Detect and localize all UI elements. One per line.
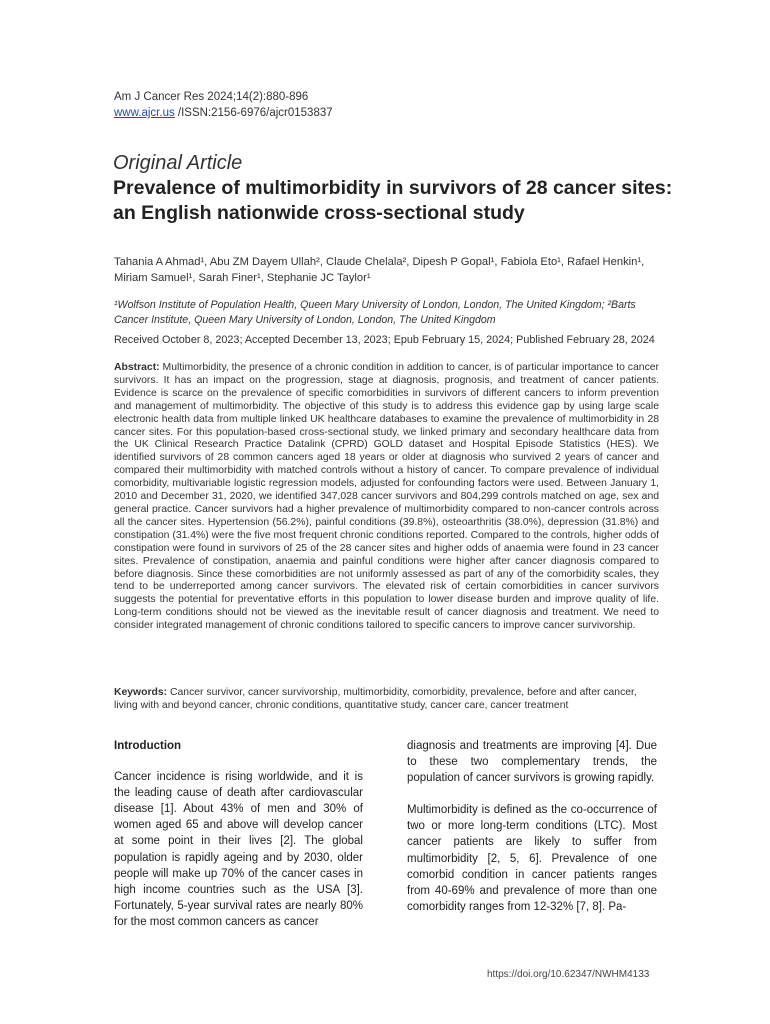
- title-block: [113, 150, 673, 226]
- journal-citation: Am J Cancer Res 2024;14(2):880-896: [114, 91, 309, 103]
- article-title: Prevalence of multimorbidity in survivors of 28 cancer sites: an English nationwide cross-sectional study: [113, 177, 673, 224]
- keywords-text: Cancer survivor, cancer survivorship, multimorbidity, comorbidity, prevalence, before and after cancer, living with and beyond cancer, chronic conditions, quantitative study, cancer care, cancer treatment: [114, 687, 637, 711]
- keywords-label: Keywords:: [114, 687, 168, 698]
- journal-site-link[interactable]: www.ajcr.us: [114, 107, 175, 119]
- affiliations: ¹Wolfson Institute of Population Health, Queen Mary University of London, London, The United Kingdom; ²Barts Cancer Institute, Queen Mary University of London, London, The United Kingdom: [114, 299, 636, 326]
- body-paragraph-2: Multimorbidity is defined as the co-occurrence of two or more long-term conditions (LTC). Most cancer patients are likely to suffer from multimorbidity [2, 5, 6]. Prevalence of one comorbid condition in cancer patients ranges from 40-69% and prevalence of more than one comorbidity ranges from 12-32% [7, 8]. Pa-: [407, 804, 657, 913]
- journal-site-line: [114, 105, 333, 121]
- keywords: [114, 686, 659, 712]
- body-paragraph-1: diagnosis and treatments are improving [4]. Due to these two complementary trends, the population of cancer survivors is growing rapidly.: [407, 740, 657, 785]
- author-list: Tahania A Ahmad¹, Abu ZM Dayem Ullah², Claude Chelala², Dipesh P Gopal¹, Fabiola Eto¹, Rafael Henkin¹, Miriam Samuel¹, Sarah Finer¹, Stephanie JC Taylor¹: [114, 256, 645, 284]
- publication-dates: Received October 8, 2023; Accepted December 13, 2023; Epub February 15, 2024; Published February 28, 2024: [114, 334, 655, 346]
- abstract-label: Abstract:: [114, 362, 160, 373]
- abstract: [114, 362, 659, 633]
- abstract-text: Multimorbidity, the presence of a chronic condition in addition to cancer, is of particular importance to cancer survivors. It has an impact on the progression, stage at diagnosis, prognosis, and treatment of cancer patients. Evidence is scarce on the prevalence of specific comorbidities in survivors of different cancers to inform prevention and management of multimorbidity. The objective of this study is to address this evidence gap by using large scale electronic health data from multiple linked UK healthcare databases to examine the prevalence of multimorbidity in 28 cancer sites. For this population-based cross-sectional study, we linked primary and secondary healthcare data from the UK Clinical Research Practice Datalink (CPRD) GOLD dataset and Hospital Episode Statistics (HES). We identified survivors of 28 common cancers aged 18 years or older at diagnosis who survived 2 years of cancer and compared their multimorbidity with matched controls without a history of cancer. To compare prevalence of individual comorbidity, multivariable logistic regression models, adjusted for confounding factors were used. Between January 1, 2010 and December 31, 2020, we identified 347,028 cancer survivors and 804,299 controls matched on age, sex and general practice. Cancer survivors had a higher prevalence of multimorbidity compared to non-cancer controls across all the cancer sites. Hypertension (56.2%), painful conditions (39.8%), osteoarthritis (38.0%), depression (31.8%) and constipation (31.4%) were the five most frequent chronic conditions reported. Compared to the controls, higher odds of constipation were found in survivors of 25 of the 28 cancer sites and higher odds of anaemia were found in 23 cancer sites. Prevalence of constipation, anaemia and painful conditions were higher after cancer diagnosis compared to before diagnosis. Since these comorbidities are not uniformly assessed as part of any of the comorbidity scales, they tend to be underreported among cancer survivors. The elevated risk of certain comorbidities in cancer survivors suggests the potential for preventative efforts in this population to lower disease burden and improve quality of life. Long-term conditions should not be viewed as the inevitable result of cancer diagnosis and treatment. We need to consider integrated management of chronic conditions tailored to specific cancers to improve cancer survivorship.: [114, 362, 659, 632]
- introduction-heading: Introduction: [114, 740, 182, 752]
- intro-paragraph: Cancer incidence is rising worldwide, and it is the leading cause of death after cardiovascular disease [1]. About 43% of men and 30% of women aged 65 and above will develop cancer at some point in their lives [2]. The global population is rapidly ageing and by 2030, older people will make up 70% of the cancer cases in high income countries such as the USA [3]. Fortunately, 5-year survival rates are nearly 80% for the most common cancers as cancer: [114, 771, 363, 928]
- doi-footer: https://doi.org/10.62347/NWHM4133: [487, 969, 650, 980]
- article-type: Original Article: [113, 152, 243, 174]
- journal-header: [114, 89, 333, 121]
- right-column: [407, 738, 657, 931]
- issn-text: /ISSN:2156-6976/ajcr0153837: [174, 107, 333, 119]
- left-column: [114, 738, 363, 946]
